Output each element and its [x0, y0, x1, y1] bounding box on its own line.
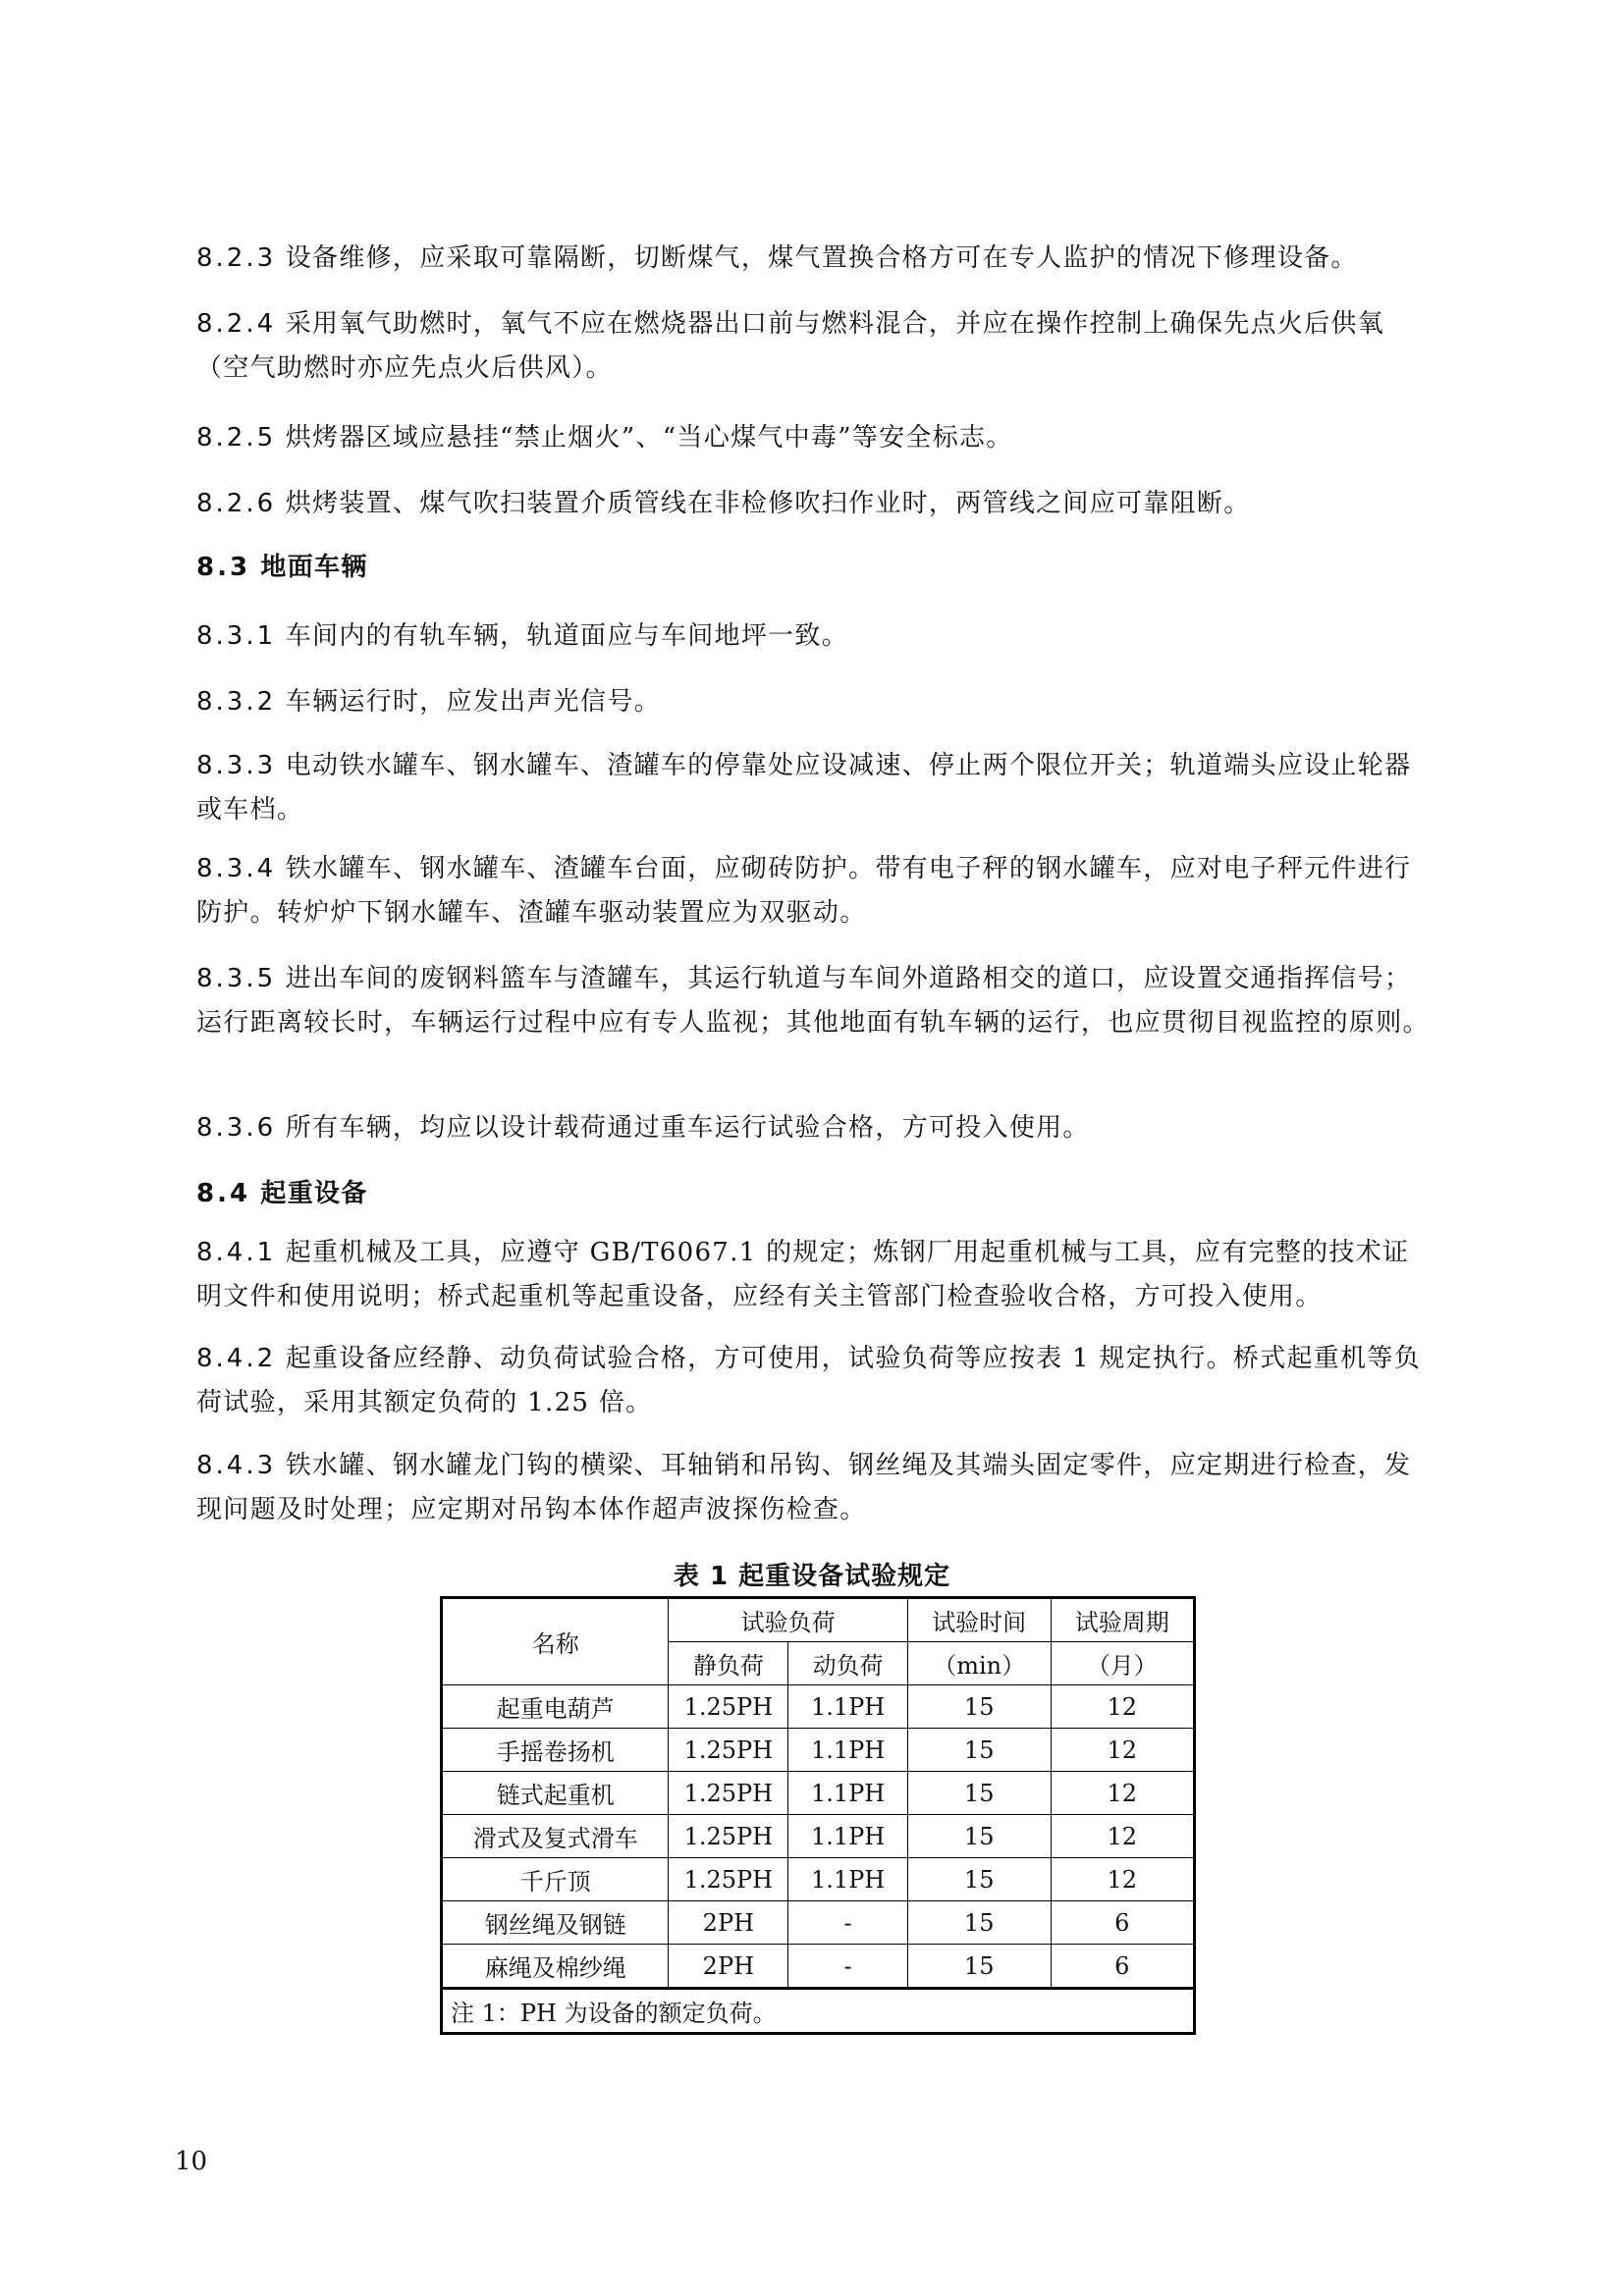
clause-text: 所有车辆，均应以设计载荷通过重车运行试验合格，方可投入使用。	[285, 1113, 1090, 1143]
clause-8-3-5	[196, 957, 1435, 1045]
clause-8-3-6	[196, 1106, 1435, 1150]
section-number: 8.3	[196, 553, 251, 582]
clause-text: 烘烤器区域应悬挂“禁止烟火”、“当心煤气中毒”等安全标志。	[285, 423, 1013, 453]
section-heading-8-4	[196, 1174, 368, 1213]
cell-period: 6	[1051, 1945, 1195, 1989]
clause-text: 烘烤装置、煤气吹扫装置介质管线在非检修吹扫作业时，两管线之间应可靠阻断。	[285, 489, 1251, 518]
header-dynamic-load: 动负荷	[788, 1642, 908, 1685]
clause-text: 起重机械及工具，应遵守 GB/T6067.1 的规定；炼钢厂用起重机械与工具，应有完整的技术证明文件和使用说明；桥式起重机等起重设备，应经有关主管部门检查验收合格，方可投入使用。	[196, 1238, 1410, 1311]
table-row	[442, 1945, 1195, 1989]
cell-time: 15	[907, 1729, 1051, 1772]
section-title: 起重设备	[260, 1179, 368, 1208]
cell-dynamic: 1.1PH	[788, 1729, 908, 1772]
cell-period: 12	[1051, 1815, 1195, 1858]
section-number: 8.4	[196, 1179, 251, 1208]
table-note-row	[442, 1989, 1195, 2034]
cell-static: 1.25PH	[669, 1685, 788, 1729]
header-test-time: 试验时间	[907, 1598, 1051, 1642]
cell-static: 2PH	[669, 1945, 788, 1989]
clause-8-4-2	[196, 1337, 1435, 1425]
cell-time: 15	[907, 1685, 1051, 1729]
clause-number: 8.3.4	[196, 854, 277, 883]
cell-time: 15	[907, 1945, 1051, 1989]
clause-text: 采用氧气助燃时，氧气不应在燃烧器出口前与燃料混合，并应在操作控制上确保先点火后供氧（空气助燃时亦应先点火后供风）。	[196, 309, 1385, 383]
cell-dynamic: 1.1PH	[788, 1858, 908, 1901]
table-caption: 表 1 起重设备试验规定	[673, 1562, 951, 1591]
clause-number: 8.2.4	[196, 309, 277, 339]
clause-8-3-4	[196, 847, 1435, 935]
cell-name: 链式起重机	[442, 1772, 669, 1815]
cell-period: 12	[1051, 1685, 1195, 1729]
header-test-period: 试验周期	[1051, 1598, 1195, 1642]
section-heading-8-3	[196, 548, 368, 587]
clause-number: 8.2.6	[196, 489, 277, 518]
cell-time: 15	[907, 1901, 1051, 1945]
cell-dynamic: 1.1PH	[788, 1685, 908, 1729]
cell-name: 起重电葫芦	[442, 1685, 669, 1729]
table-row	[442, 1858, 1195, 1901]
cell-dynamic: -	[788, 1945, 908, 1989]
table-row	[442, 1815, 1195, 1858]
clause-number: 8.4.2	[196, 1344, 277, 1373]
clause-text: 铁水罐车、钢水罐车、渣罐车台面，应砌砖防护。带有电子秤的钢水罐车，应对电子秤元件进行防护。转炉炉下钢水罐车、渣罐车驱动装置应为双驱动。	[196, 854, 1412, 928]
clause-number: 8.3.2	[196, 687, 277, 717]
clause-8-2-3	[196, 237, 1435, 281]
cell-time: 15	[907, 1815, 1051, 1858]
crane-test-table	[440, 1596, 1196, 2035]
clause-number: 8.2.3	[196, 243, 277, 273]
clause-text: 车辆运行时，应发出声光信号。	[285, 687, 661, 717]
cell-static: 1.25PH	[669, 1729, 788, 1772]
table-row	[442, 1901, 1195, 1945]
cell-name: 麻绳及棉纱绳	[442, 1945, 669, 1989]
table-row	[442, 1772, 1195, 1815]
table-header-row	[442, 1598, 1195, 1642]
clause-text: 进出车间的废钢料篮车与渣罐车，其运行轨道与车间外道路相交的道口，应设置交通指挥信号；运行距离较长时，车辆运行过程中应有专人监视；其他地面有轨车辆的运行，也应贯彻目视监控的原则。	[196, 964, 1430, 1038]
clause-text: 设备维修，应采取可靠隔断，切断煤气，煤气置换合格方可在专人监护的情况下修理设备。	[285, 243, 1358, 273]
table-note: 注 1：PH 为设备的额定负荷。	[442, 1989, 1195, 2034]
clause-8-2-6	[196, 482, 1435, 526]
cell-period: 6	[1051, 1901, 1195, 1945]
cell-period: 12	[1051, 1858, 1195, 1901]
cell-static: 1.25PH	[669, 1772, 788, 1815]
cell-period: 12	[1051, 1772, 1195, 1815]
header-period-unit: （月）	[1051, 1642, 1195, 1685]
clause-text: 铁水罐、钢水罐龙门钩的横梁、耳轴销和吊钩、钢丝绳及其端头固定零件，应定期进行检查，发现问题及时处理；应定期对吊钩本体作超声波探伤检查。	[196, 1451, 1412, 1524]
table-row	[442, 1729, 1195, 1772]
clause-8-3-2	[196, 680, 1435, 724]
cell-dynamic: 1.1PH	[788, 1772, 908, 1815]
clause-8-3-3	[196, 744, 1435, 832]
clause-8-4-3	[196, 1444, 1435, 1532]
clause-text: 起重设备应经静、动负荷试验合格，方可使用，试验负荷等应按表 1 规定执行。桥式起重机等负荷试验，采用其额定负荷的 1.25 倍。	[196, 1344, 1422, 1417]
cell-time: 15	[907, 1772, 1051, 1815]
cell-period: 12	[1051, 1729, 1195, 1772]
clause-text: 车间内的有轨车辆，轨道面应与车间地坪一致。	[285, 621, 849, 651]
header-time-unit: （min）	[907, 1642, 1051, 1685]
cell-name: 千斤顶	[442, 1858, 669, 1901]
clause-8-2-5	[196, 416, 1435, 460]
clause-number: 8.3.3	[196, 751, 277, 780]
cell-name: 手摇卷扬机	[442, 1729, 669, 1772]
cell-dynamic: -	[788, 1901, 908, 1945]
clause-8-2-4	[196, 302, 1435, 391]
clause-text: 电动铁水罐车、钢水罐车、渣罐车的停靠处应设减速、停止两个限位开关；轨道端头应设止轮器或车档。	[196, 751, 1412, 825]
cell-dynamic: 1.1PH	[788, 1815, 908, 1858]
page-number: 10	[175, 2147, 208, 2176]
clause-number: 8.2.5	[196, 423, 277, 453]
clause-number: 8.4.3	[196, 1451, 277, 1480]
table-row	[442, 1685, 1195, 1729]
cell-time: 15	[907, 1858, 1051, 1901]
section-title: 地面车辆	[260, 553, 368, 582]
clause-number: 8.3.5	[196, 964, 277, 993]
cell-name: 滑式及复式滑车	[442, 1815, 669, 1858]
clause-8-4-1	[196, 1231, 1435, 1319]
cell-static: 2PH	[669, 1901, 788, 1945]
clause-number: 8.3.6	[196, 1113, 277, 1143]
clause-number: 8.3.1	[196, 621, 277, 651]
cell-static: 1.25PH	[669, 1815, 788, 1858]
header-static-load: 静负荷	[669, 1642, 788, 1685]
header-name: 名称	[442, 1598, 669, 1685]
cell-static: 1.25PH	[669, 1858, 788, 1901]
clause-number: 8.4.1	[196, 1238, 277, 1267]
cell-name: 钢丝绳及钢链	[442, 1901, 669, 1945]
header-test-load: 试验负荷	[669, 1598, 907, 1642]
clause-8-3-1	[196, 614, 1435, 659]
